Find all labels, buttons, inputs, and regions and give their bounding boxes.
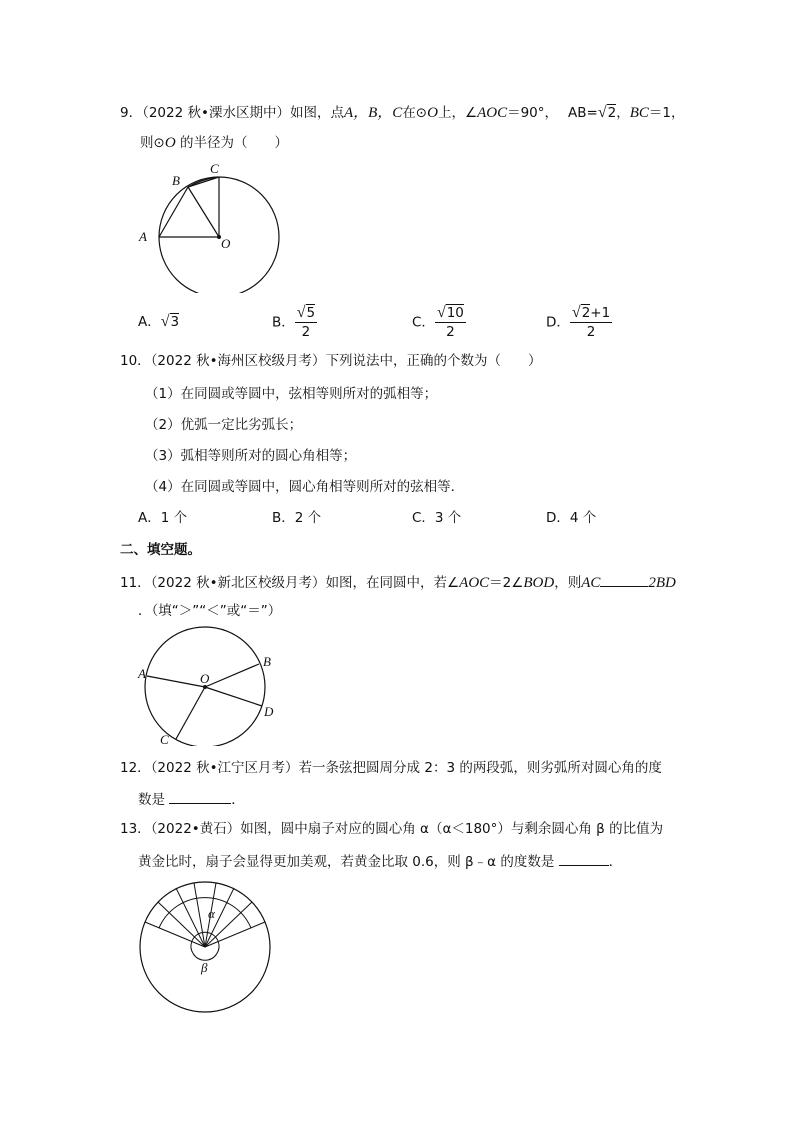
q11-source: （2022 秋•新北区校级月考） xyxy=(150,575,326,591)
q11-seg-od xyxy=(205,687,262,706)
q9-label-b: B xyxy=(172,173,180,188)
q11-label-a: A xyxy=(138,666,146,681)
q11-number: 11． xyxy=(120,575,151,591)
q11-seg-oc xyxy=(176,687,205,739)
q12-source: （2022 秋•江宁区月考） xyxy=(150,760,299,776)
q11-seg-ob xyxy=(205,664,259,687)
q13-fan-rib-left xyxy=(145,922,205,947)
q13-line2: 黄金比时，扇子会显得更加美观，若黄金比取 0.6，则 β﹣α 的度数是 ． xyxy=(138,851,622,871)
q9-option-a[interactable]: A．√3 xyxy=(138,313,180,330)
q11-answer-blank[interactable] xyxy=(600,572,648,587)
q10-option-a[interactable]: A．1 个 xyxy=(138,510,188,526)
q12-answer-blank[interactable] xyxy=(169,789,231,804)
q10-option-b[interactable]: B．2 个 xyxy=(272,510,322,526)
q10-item-3: （3）弧相等则所对的圆心角相等； xyxy=(145,448,357,464)
q11-seg-oa xyxy=(147,676,205,687)
q13-fan-inner-arc xyxy=(159,898,251,928)
q9-seg-bo xyxy=(188,187,219,237)
q9-option-c[interactable]: C． $\frac{√10}{2}$ xyxy=(412,304,464,340)
q9-line1: 9．（2022 秋•溧水区期中）如图，点A，B，C在⊙O上，∠AOC＝90°， AB=√2，BC＝1， xyxy=(120,104,685,121)
q9-number: 9． xyxy=(120,105,143,121)
q13-answer-blank[interactable] xyxy=(559,851,609,866)
q11-line2: ．（填“＞”“＜”或“＝”） xyxy=(138,603,282,619)
q9-ab-radicand: 2 xyxy=(607,105,617,121)
q10-item-1: （1）在同圆或等圆中，弦相等则所对的弧相等； xyxy=(145,386,438,402)
q12-line2: 数是 ． xyxy=(138,789,245,809)
q13-label-alpha: α xyxy=(208,906,215,921)
q9-label-c: C xyxy=(210,161,219,176)
q11-label-c: C xyxy=(160,732,169,746)
q11-line1: 11．（2022 秋•新北区校级月考）如图，在同圆中，若∠AOC＝2∠BOD，则AC 2BD xyxy=(120,572,676,592)
q10-option-c[interactable]: C．3 个 xyxy=(412,510,462,526)
q13-alpha-arc xyxy=(192,932,218,941)
q10-item-4: （4）在同圆或等圆中，圆心角相等则所对的弦相等． xyxy=(145,479,465,495)
q11-figure xyxy=(134,626,284,746)
section-title-fill-in: 二、填空题。 xyxy=(120,542,201,558)
q13-fan-figure xyxy=(134,878,279,1018)
q9-seg-ab xyxy=(159,187,188,237)
q12-number: 12． xyxy=(120,760,151,776)
q11-label-b: B xyxy=(263,654,271,669)
q13-beta-arc xyxy=(191,941,219,960)
q13-label-beta: β xyxy=(201,960,208,975)
q10-source: （2022 秋•海州区校级月考） xyxy=(150,353,326,369)
q10-number: 10． xyxy=(120,353,151,369)
q13-fan xyxy=(145,883,265,960)
q9-label-a: A xyxy=(139,229,147,244)
q13-number: 13． xyxy=(120,821,151,837)
q12-line1: 12．（2022 秋•江宁区月考）若一条弦把圆周分成 2：3 的两段弧，则劣弧所对圆心角的度 xyxy=(120,760,662,776)
q9-label-o: O xyxy=(221,236,231,251)
q9-option-d[interactable]: D． $\frac{√2+1}{2}$ xyxy=(546,304,611,340)
q10-stem: 10．（2022 秋•海州区校级月考）下列说法中，正确的个数为（ ） xyxy=(120,353,542,369)
q9-figure xyxy=(130,158,290,293)
q13-line1: 13．（2022•黄石）如图，圆中扇子对应的圆心角 α（α＜180°）与剩余圆心角 β 的比值为 xyxy=(120,821,664,837)
q9-option-b[interactable]: B． $\frac{√5}{2}$ xyxy=(272,304,316,340)
q11-label-o: O xyxy=(200,671,210,686)
q10-option-d[interactable]: D．4 个 xyxy=(546,510,597,526)
q11-label-d: D xyxy=(264,704,274,719)
q9-line2: 则⊙O 的半径为（ ） xyxy=(140,135,288,151)
q9-source: （2022 秋•溧水区期中） xyxy=(142,105,290,121)
q10-item-2: （2）优弧一定比劣弧长； xyxy=(145,417,303,433)
q13-fan-rib-right xyxy=(205,922,265,947)
q13-fan-rib-2 xyxy=(176,888,205,947)
q13-source: （2022•黄石） xyxy=(150,821,241,837)
